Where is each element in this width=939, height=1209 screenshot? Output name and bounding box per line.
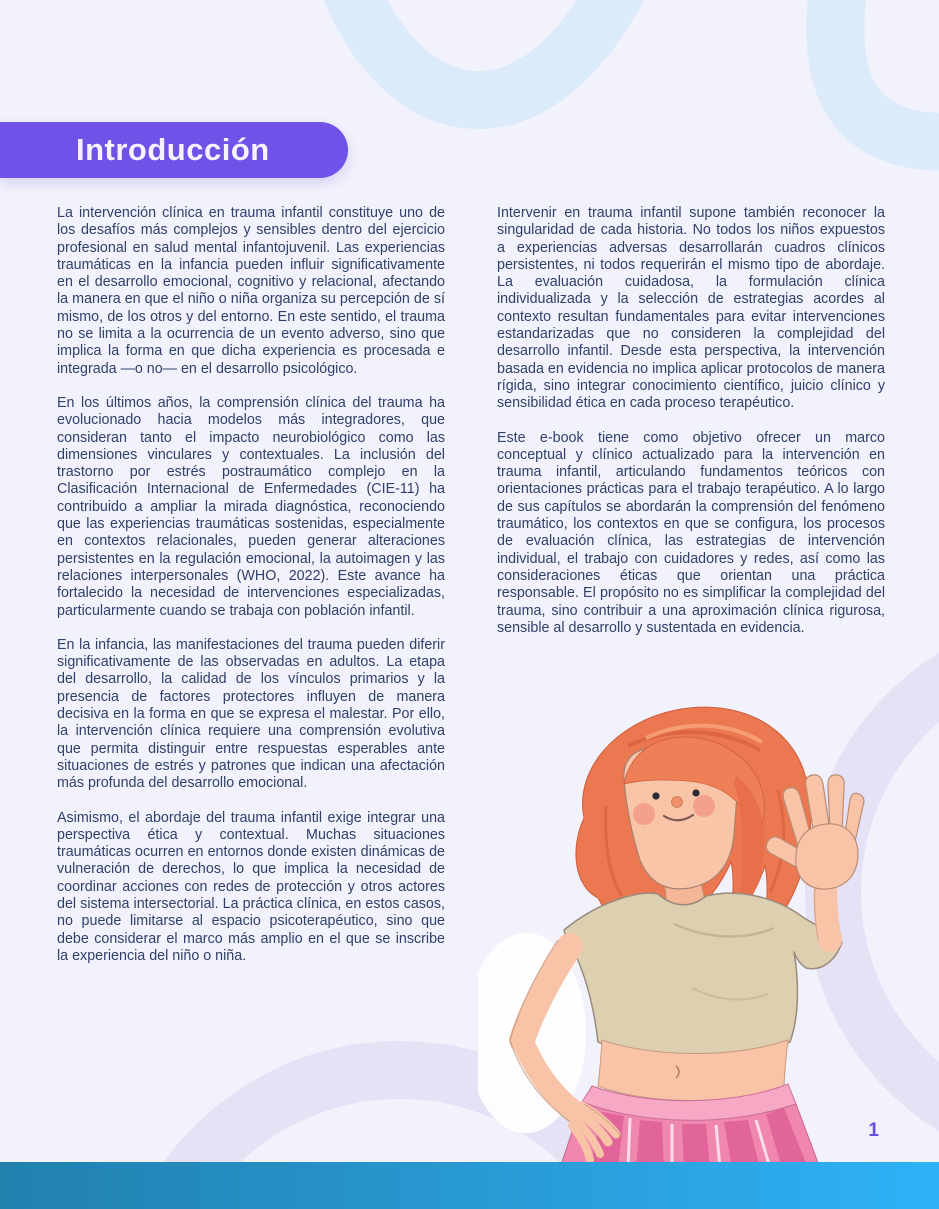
- body-paragraph: Este e-book tiene como objetivo ofrecer un marco conceptual y clínico actualizado para la intervención en trauma infantil, articulando fundamentos teóricos con orientaciones prácticas para el trabajo terapéutico. A lo largo de sus capítulos se abordarán la comprensión del fenómeno traumático, los contextos en que se configura, los procesos de evaluación clínica, las estrategias de intervención individual, el trabajo con cuidadores y redes, así como las consideraciones éticas que orientan una práctica responsable. El propósito no es simplificar la complejidad del trauma, sino contribuir a una aproximación clínica rigurosa, sensible al desarrollo y sustentada en evidencia.: [497, 429, 885, 636]
- eye-right: [692, 789, 699, 796]
- raised-arm: [825, 882, 830, 940]
- top-wave-decoration: [330, 0, 939, 142]
- shirt: [564, 893, 842, 1056]
- nose: [672, 797, 683, 808]
- eye-left: [652, 792, 659, 799]
- body-paragraph: La intervención clínica en trauma infantil constituye uno de los desafíos más complejos y sensibles dentro del ejercicio profesional en salud mental infantojuvenil. Las experiencias traumáticas en la infancia pueden influir significativamente en el desarrollo emocional, cognitivo y relacional, afectando la manera en que el niño o niña organiza su percepción de sí mismo, de los otros y del entorno. En este sentido, el trauma no se limita a la ocurrencia de un evento adverso, sino que implica la forma en que dicha experiencia es procesada e integrada —o no— en el desarrollo psicológico.: [57, 205, 445, 377]
- page-number: 1: [868, 1120, 879, 1141]
- title-banner: [0, 122, 348, 178]
- footer-bar: [0, 1162, 939, 1209]
- girl-waving-illustration: [478, 688, 910, 1168]
- blush-left: [633, 803, 655, 825]
- body-paragraph: En los últimos años, la comprensión clínica del trauma ha evolucionado hacia modelos más integradores, que consideran tanto el impacto neurobiológico como las dimensiones vinculares y contextuales. La inclusión del trastorno por estrés postraumático complejo en la Clasificación Internacional de Enfermedades (CIE-11) ha contribuido a ampliar la mirada diagnóstica, reconociendo que las experiencias traumáticas sostenidas, especialmente en contextos relacionales, pueden generar alteraciones persistentes en la regulación emocional, la autoimagen y las relaciones interpersonales (WHO, 2022). Este avance ha fortalecido la necesidad de intervenciones especializadas, particularmente cuando se trabaja con población infantil.: [57, 394, 445, 619]
- right-column: [497, 205, 885, 654]
- blush-right: [693, 795, 715, 817]
- left-column: [57, 205, 445, 982]
- body-paragraph: Intervenir en trauma infantil supone también reconocer la singularidad de cada historia. No todos los niños expuestos a experiencias adversas desarrollarán cuadros clínicos persistentes, ni todos requerirán el mismo tipo de abordaje. La evaluación cuidadosa, la formulación clínica individualizada y la selección de estrategias acordes al contexto resultan fundamentales para evitar intervenciones estandarizadas que no consideren la complejidad del desarrollo infantil. Desde esta perspectiva, la intervención basada en evidencia no implica aplicar protocolos de manera rígida, sino integrar conocimiento científico, juicio clínico y sensibilidad ética en cada proceso terapéutico.: [497, 205, 885, 412]
- body-paragraph: Asimismo, el abordaje del trauma infantil exige integrar una perspectiva ética y contextual. Muchas situaciones traumáticas ocurren en entornos donde existen dinámicas de vulneración de derechos, lo que implica la necesidad de coordinar acciones con redes de protección y otros actores del sistema intersectorial. La práctica clínica, en estos casos, no puede limitarse al espacio psicoterapéutico, sino que debe considerar el marco más amplio en el que se inscribe la experiencia del niño o niña.: [57, 809, 445, 964]
- page-title: Introducción: [76, 132, 270, 167]
- body-paragraph: En la infancia, las manifestaciones del trauma pueden diferir significativamente de las observadas en adultos. La etapa del desarrollo, la calidad de los vínculos primarios y la presencia de factores protectores influyen de manera decisiva en la forma en que se expresa el malestar. Por ello, la intervención clínica requiere una comprensión evolutiva que permita distinguir entre respuestas esperables ante situaciones de estrés y patrones que indican una afectación más profunda del desarrollo emocional.: [57, 636, 445, 792]
